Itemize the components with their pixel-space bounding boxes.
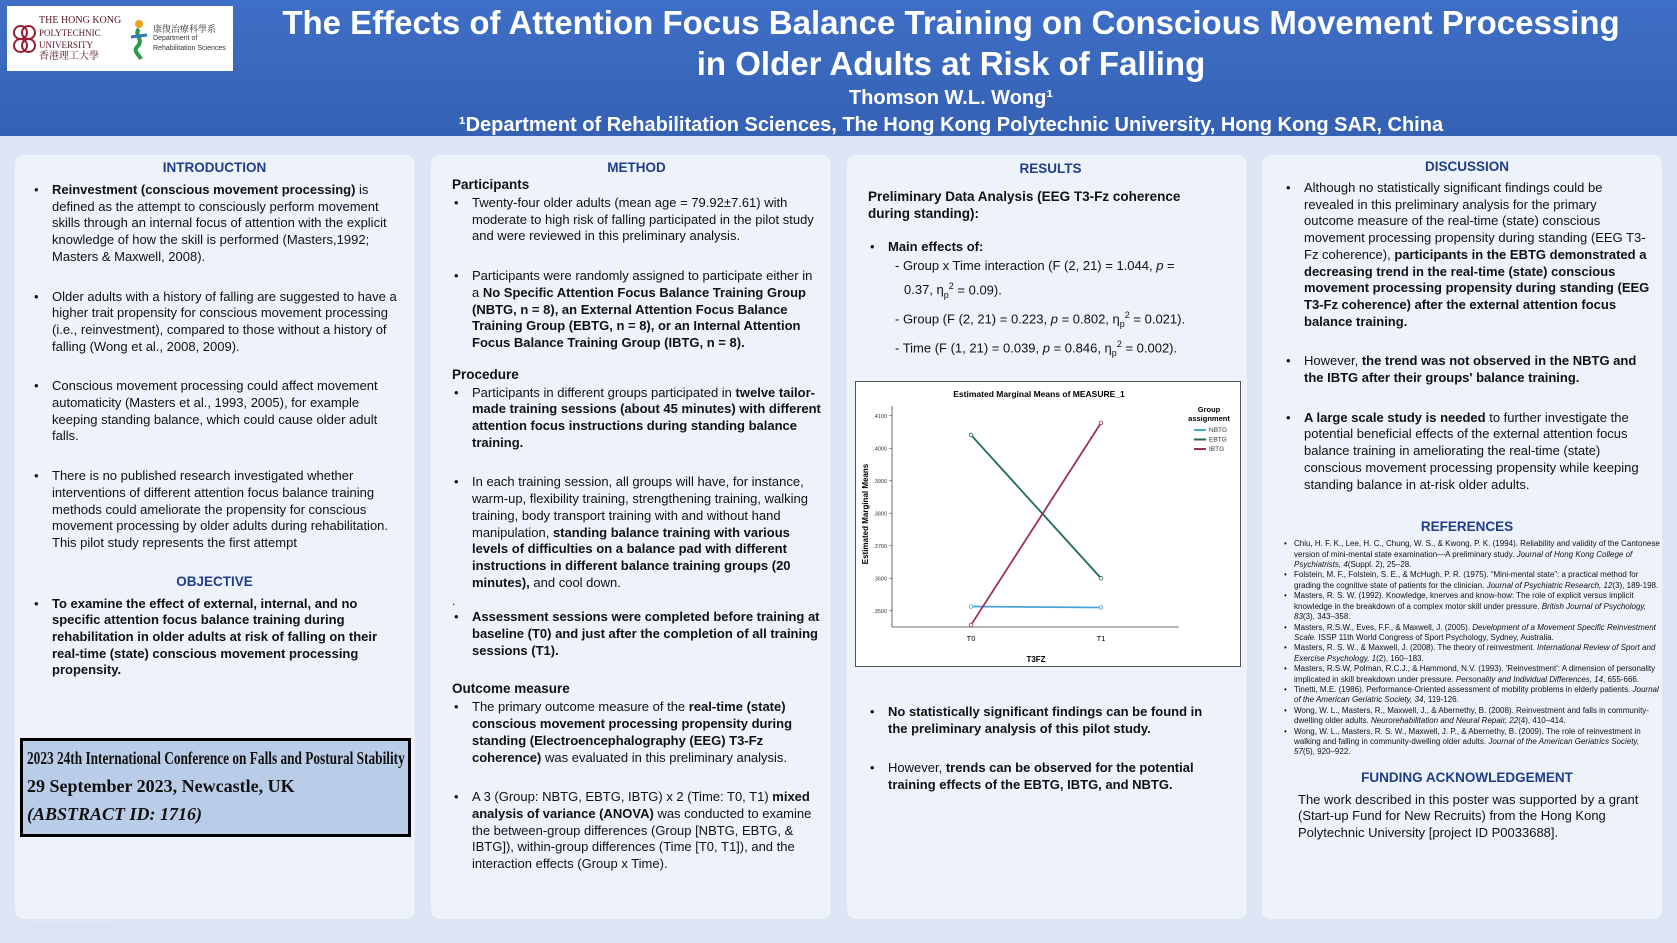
references-list [1284,539,1660,758]
procedure-bullet-3: • Assessment sessions were completed before training at baseline (T0) and just after the completion of all training sessions (T1). [452,609,821,659]
rehab-logo-text: 康復治療科學系 Department of Rehabilitation Sciences [153,23,226,52]
y-tick-label: .3500 [873,608,887,615]
reference-item: • Masters, R.S.W., Eves, F.F., & Maxwell, J. (2005). Development of a Movement Specific Reinvestment Scale. ISSP 11th World Congress of Sport Psychology, Sydney, Australia. [1284,623,1660,644]
y-tick-label: .4100 [873,413,887,420]
outcome-bullet-1: • The primary outcome measure of the real-time (state) conscious movement processing propensity during standing (Electroencephalography (EEG) T3-Fz coherence) was evaluated in this preliminary analysis. [452,699,821,766]
poster-title: The Effects of Attention Focus Balance Training on Conscious Movement Processing in Older Adults at Risk of Falling [282,4,1620,82]
participants-bullet-2: • Participants were randomly assigned to participate either in a No Specific Attention Focus Balance Training Group (NBTG, n = 8), an External Attention Focus Balance Training Group (EBTG, n = 8), or an Internal Attention Focus Balance Training Group (IBTG, n = 8). [452,268,821,352]
intro-bullet-4: • There is no published research investigated whether interventions of different attention focus balance training methods could ameliorate the propensity for conscious movement processing by older adults during rehabilitation. This pilot study represents the first attempt [32,468,397,552]
references-heading: REFERENCES [1420,519,1514,535]
chart-x-label: T3FZ [1026,655,1046,664]
rehab-figure-icon [127,17,151,61]
series-point-ebtg [1099,576,1103,580]
results-heading: RESULTS [1019,161,1082,176]
x-tick-label: T0 [966,634,976,643]
main-effects-bullet: • Main effects of: [868,239,1233,256]
legend-label-ebtg: EBTG [1209,436,1227,444]
participants-heading: Participants [452,177,530,192]
legend-label-nbtg: NBTG [1209,427,1228,434]
procedure-bullet-1: • Participants in different groups participated in twelve tailor-made training sessions (about 45 minutes) with different attention focus instructions during standing balance training. [452,385,821,452]
y-tick-label: .3600 [873,576,887,583]
series-point-ibtg [1099,421,1103,425]
introduction-heading: INTRODUCTION [162,160,267,175]
discussion-heading: DISCUSSION [1424,159,1509,174]
author: Thomson W.L. Wong¹ [848,87,1054,109]
chart-y-label: Estimated Marginal Means [861,463,870,565]
chart-title: Estimated Marginal Means of MEASURE_1 [953,389,1125,399]
outcome-bullet-2: • A 3 (Group: NBTG, EBTG, IBTG) x 2 (Time: T0, T1) mixed analysis of variance (ANOVA) was conducted to examine the between-group differences (Group [NBTG, EBTG, & IBTG]), within-group differences (Time [T0, T1]), and the interaction effects (Group x Time). [452,789,821,873]
stat-interaction: - Group x Time interaction (F (2, 21) = 1.044, p = 0.37, $\eta_p^2 = 0.09$). [895,257,1175,300]
reference-item: • Masters, R. S. W., & Maxwell, J. (2008). The theory of reinvestment. International Review of Sport and Exercise Psychology, 1(2), 160–183. [1284,643,1660,664]
y-tick-label: .3900 [873,478,887,485]
procedure-bullet-2: • In each training session, all groups will have, for instance, warm-up, flexibility training, strengthening training, walking training, body transport training with and without hand manipulation, standing balance training with various levels of difficulties on a balance pad with different instructions in different balance training groups (20 minutes), and cool down. [452,474,821,591]
legend-title: Group [1197,405,1221,414]
intro-bullet-3: • Conscious movement processing could affect movement automaticity (Masters et al., 1993, 2005), for example keeping standing balance, which could cause older adult falls. [32,378,397,445]
emm-chart-svg [856,382,1240,666]
discussion-panel [1262,155,1662,919]
legend-label-ibtg: IBTG [1209,446,1225,453]
procedure-heading: Procedure [452,366,519,382]
series-line-ebtg [971,435,1101,578]
intro-bullet-1: • Reinvestment (conscious movement processing) is defined as the attempt to consciously perform movement skills through an internal focus of attention with the explicit knowledge of how the skill is performed (Masters,1992; Masters & Maxwell, 2008). [32,182,397,266]
reference-item: • Chiu, H. F. K., Lee, H. C., Chung, W. S., & Kwong, P. K. (1994). Reliability and validity of the Cantonese version of mini-mental state examination—A preliminary study. Journal of Hong Kong College of Psychiatrists, 4(Suppl. 2), 25–28. [1284,539,1660,570]
footer-fine-print: ····························································· [28,924,110,929]
y-tick-label: .3700 [873,543,887,550]
objective-heading: OBJECTIVE [176,573,253,589]
reference-item: • Wong, W. L., Masters, R. S. W., Maxwell, J. P., & Abernethy, B. (2009). The role of reinvestment in walking and falling in community-dwelling older adults. Journal of the American Geriatrics Society, 57(5), 920–922. [1284,727,1660,758]
series-point-nbtg [1099,606,1103,610]
outcome-heading: Outcome measure [452,681,570,697]
series-point-ebtg [969,433,973,437]
discussion-bullet-1: • Although no statistically significant findings could be revealed in this preliminary analysis for the primary outcome measure of the real-time (state) conscious movement processing propensity during standing (EEG T3-Fz coherence), participants in the EBTG demonstrated a decreasing trend in the real-time (state) conscious movement processing propensity during standing (EEG T3-Fz coherence) after the external attention focus balance training. [1284,180,1650,330]
reference-item: • Wong, W. L., Masters, R., Maxwell, J., & Abernethy, B. (2008). Reinvestment and falls in community-dwelling older adults. Neurorehabilitation and Neural Repair, 22(4), 410–414. [1284,706,1660,727]
university-logo [7,6,233,71]
series-point-ibtg [969,623,973,627]
stray-dot: . [452,594,456,609]
x-tick-label: T1 [1096,634,1106,643]
legend-title: assignment [1188,414,1230,423]
emm-chart [855,381,1241,667]
reference-item: • Folstein, M. F., Folstein, S. E., & McHugh, P. R. (1975). “Mini-mental state”: a practical method for grading the cognitive state of patients for the clinician. Journal of Psychiatric Research, 12(3), 189-198. [1284,570,1660,591]
discussion-bullet-3: • A large scale study is needed to further investigate the potential beneficial effects of the external attention focus balance training in ameliorating the real-time (state) conscious movement processing propensity while keeping standing balance in at-risk older adults. [1284,410,1650,494]
reference-item: • Tinetti, M.E. (1986). Performance-Oriented assessment of mobility problems in elderly patients. Journal of the American Geriatric Society, 34, 119-126. [1284,685,1660,706]
series-line-nbtg [971,607,1101,608]
conference-box: 2023 24th International Conference on Falls and Postural Stability 29 September 2023, Newcastle, UK (ABSTRACT ID: 1716) [20,738,411,837]
intro-bullet-2: • Older adults with a history of falling are suggested to have a higher trait propensity for conscious movement processing (i.e., reinvestment), compared to those without a history of falling (Wong et al., 2008, 2009). [32,289,397,356]
polyu-seal-icon [13,21,35,57]
polyu-logo-text: THE HONG KONG POLYTECHNIC UNIVERSITY 香港理工大學 [39,14,122,62]
y-tick-label: .4000 [873,446,887,453]
funding-heading: FUNDING ACKNOWLEDGEMENT [1361,769,1573,785]
results-bullet-2: • However, trends can be observed for the potential training effects of the EBTG, IBTG, and NBTG. [868,760,1218,793]
y-tick-label: .3800 [873,511,887,518]
results-bullet-1: • No statistically significant findings can be found in the preliminary analysis of this pilot study. [868,704,1218,737]
reference-item: • Masters, R.S.W, Polman, R.C.J., & Hammond, N.V. (1993). 'Reinvestment': A dimension of personality implicated in skill breakdown under pressure. Personality and Individual Differences, 14, 655-666. [1284,664,1660,685]
funding-text: The work described in this poster was supported by a grant (Start-up Fund for New Recruits) from the Hong Kong Polytechnic University [project ID P0033688]. [1298,791,1639,841]
discussion-bullet-2: • However, the trend was not observed in the NBTG and the IBTG after their groups' balance training. [1284,353,1650,386]
affiliation: ¹Department of Rehabilitation Sciences, The Hong Kong Polytechnic University, Hong Kong SAR, China [458,114,1444,136]
method-heading: METHOD [607,160,666,175]
objective-bullet: • To examine the effect of external, internal, and no specific attention focus balance training during rehabilitation in older adults at risk of falling on their real-time (state) conscious movement processing propensity. [32,596,397,680]
participants-bullet-1: • Twenty-four older adults (mean age = 79.92±7.61) with moderate to high risk of falling participated in the pilot study and were reviewed in this preliminary analysis. [452,195,821,245]
poster-header [0,0,1677,136]
reference-item: • Masters, R. S. W. (1992). Knowledge, knerves and know-how: The role of explicit versus implicit knowledge in the breakdown of a complex motor skill under pressure. British Journal of Psychology, 83(3), 343–358. [1284,591,1660,622]
series-line-ibtg [971,423,1101,625]
method-panel [431,155,831,919]
preliminary-heading: Preliminary Data Analysis (EEG T3-Fz coherence during standing): [868,189,1181,221]
stat-group: - Group (F (2, 21) = 0.223, p = 0.802, $\eta_p^2 = 0.021$). [895,309,1186,329]
series-point-nbtg [969,605,973,609]
stat-time: - Time (F (1, 21) = 0.039, p = 0.846, $\eta_p^2 = 0.002$). [895,338,1178,358]
